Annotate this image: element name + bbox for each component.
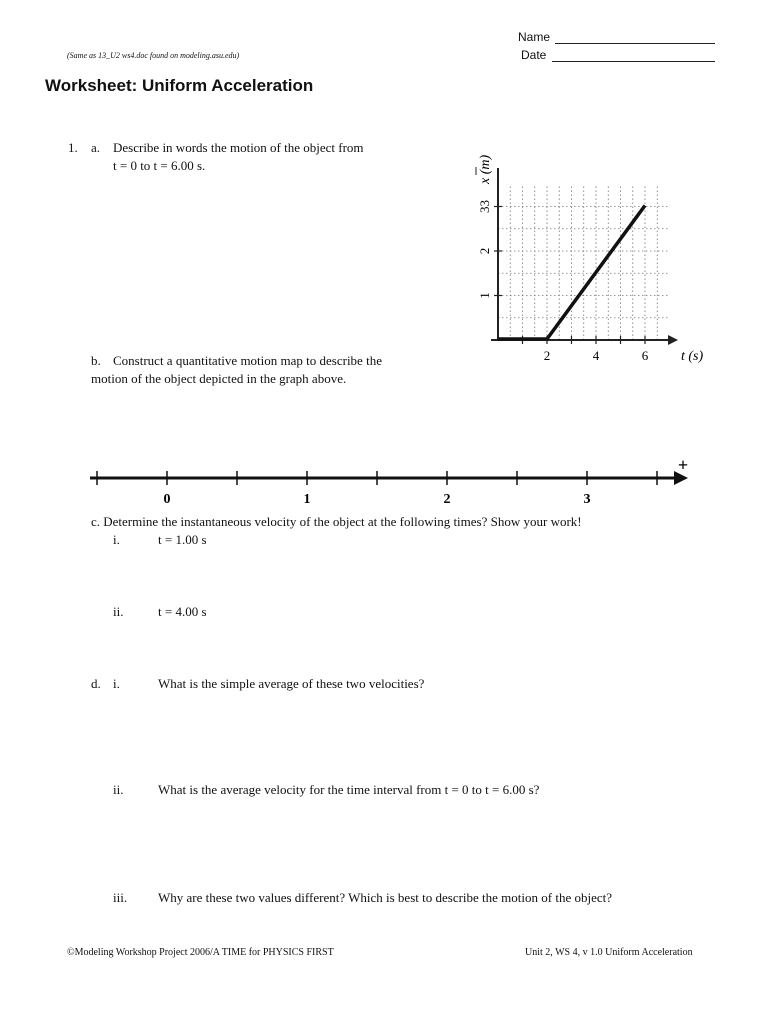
- q1a-text-line2: t = 0 to t = 6.00 s.: [113, 158, 206, 173]
- q1a-text-line1: Describe in words the motion of the object from: [113, 140, 364, 155]
- q1d-letter: d.: [91, 676, 101, 691]
- name-label: Name: [518, 30, 551, 44]
- date-blank[interactable]: [552, 61, 715, 62]
- x-tick-label: 4: [592, 348, 600, 363]
- date-line: [521, 48, 715, 62]
- q1b-text-line2: motion of the object depicted in the graph above.: [91, 371, 347, 386]
- q1c-i-text: t = 1.00 s: [158, 532, 207, 547]
- page-title: Worksheet: Uniform Acceleration: [45, 76, 314, 95]
- source-note: (Same as 13_U2 ws4.doc found on modeling.asu.edu): [67, 51, 240, 60]
- x-tick-label: 6: [641, 348, 649, 363]
- q1b-text-line1: Construct a quantitative motion map to describe the: [113, 353, 382, 368]
- q1d-ii-number: ii.: [113, 782, 124, 797]
- positive-direction-symbol: +: [677, 455, 689, 475]
- nl-label-1: 1: [303, 492, 311, 507]
- q1c-ii-text: t = 4.00 s: [158, 604, 207, 619]
- q1c-text: c. Determine the instantaneous velocity of the object at the following times? Show your work!: [91, 514, 582, 529]
- q1c-i-number: i.: [113, 532, 120, 547]
- nl-label-2: 2: [443, 492, 451, 507]
- date-label: Date: [521, 48, 547, 62]
- x-tick-label: 2: [543, 348, 551, 363]
- y-axis-label: x (m): [478, 154, 493, 184]
- footer-right: Unit 2, WS 4, v 1.0 Uniform Acceleration: [525, 947, 693, 958]
- y-tick-label: 1: [477, 292, 492, 299]
- q1d-iii-number: iii.: [113, 890, 128, 905]
- q1a-letter: a.: [91, 140, 101, 155]
- axis-ticks: [494, 207, 670, 345]
- y-tick-label: 2: [477, 247, 492, 255]
- name-blank[interactable]: [555, 43, 715, 44]
- q1d-i-text: What is the simple average of these two velocities?: [158, 676, 425, 691]
- motion-map-number-line: [80, 455, 700, 515]
- q1d-iii-text: Why are these two values different? Which is best to describe the motion of the object?: [158, 890, 613, 905]
- nl-label-0: 0: [163, 492, 171, 507]
- nl-label-3: 3: [583, 492, 591, 507]
- q1d-i-number: i.: [113, 676, 120, 691]
- y-tick-label: 33: [477, 200, 492, 213]
- question-number: 1.: [68, 140, 78, 155]
- footer-left: ©Modeling Workshop Project 2006/A TIME for PHYSICS FIRST: [67, 947, 334, 958]
- position-time-graph: [465, 140, 715, 370]
- name-line: [518, 30, 715, 44]
- q1d-ii-text: What is the average velocity for the time interval from t = 0 to t = 6.00 s?: [158, 782, 540, 797]
- q1c-ii-number: ii.: [113, 604, 124, 619]
- q1b-letter: b.: [91, 353, 101, 368]
- x-axis-label: t (s): [681, 349, 704, 364]
